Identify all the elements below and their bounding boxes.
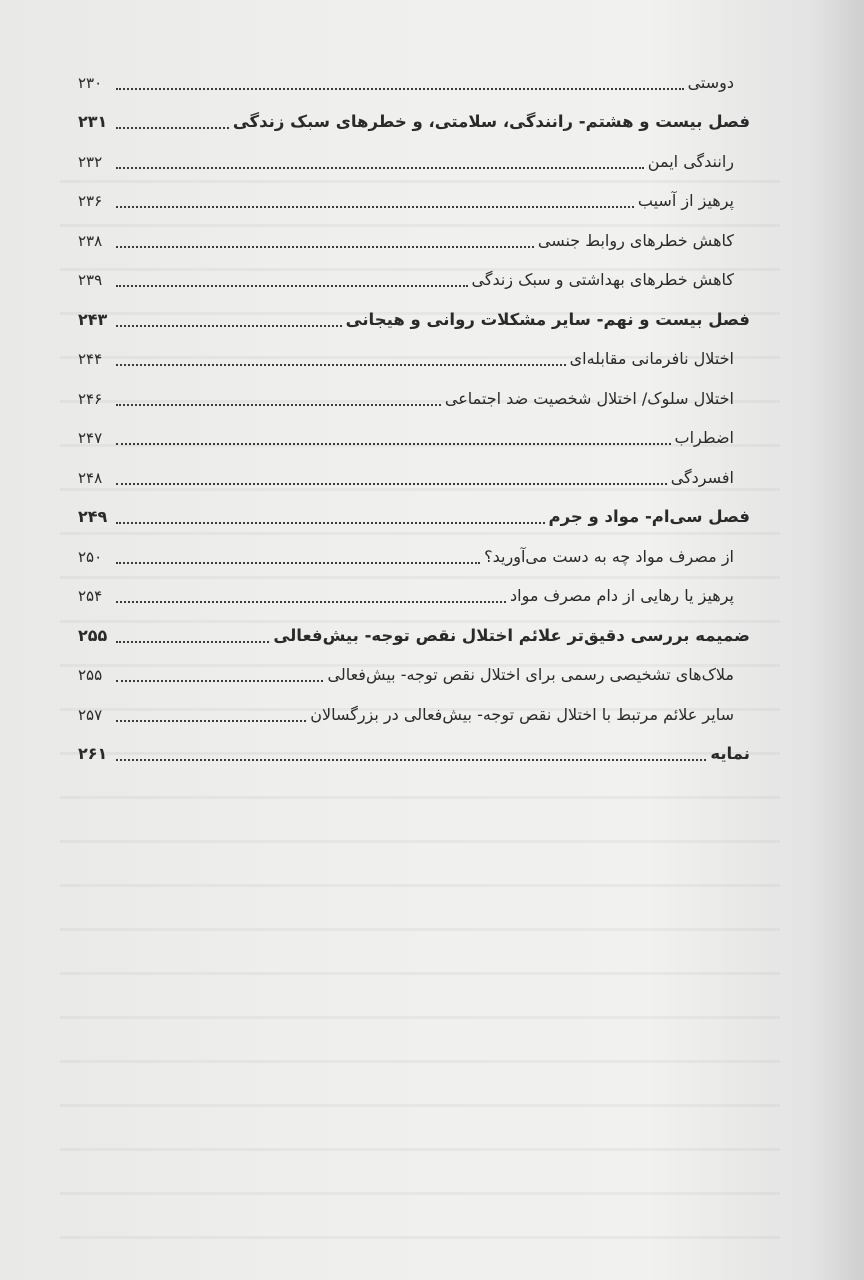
dot-leader: [116, 641, 269, 643]
dot-leader: [116, 522, 545, 524]
toc-section-entry: [78, 534, 750, 574]
toc-entry-title: اضطراب: [674, 428, 734, 447]
toc-section-entry: [78, 574, 750, 614]
toc-page-number: ۲۵۵: [78, 625, 108, 645]
toc-entry-title: نمایه: [710, 744, 750, 763]
toc-page-number: ۲۴۷: [78, 429, 103, 447]
toc-page-number: ۲۴۶: [78, 389, 103, 408]
dot-leader: [116, 364, 566, 366]
toc-page-number: ۲۶۱: [78, 744, 108, 763]
toc-page-number: ۲۵۵: [78, 666, 103, 684]
dot-leader: [116, 562, 480, 564]
toc-section-entry: [78, 258, 750, 298]
toc-section-entry: [78, 376, 750, 416]
toc-chapter-entry: [78, 732, 750, 772]
toc-page-number: ۲۳۲: [78, 152, 103, 171]
toc-entry-title: افسردگی: [670, 467, 734, 487]
toc-entry-title: فصل سی‌ام- مواد و جرم: [548, 507, 750, 526]
toc-section-entry: [78, 218, 750, 258]
toc-entry-title: فصل بیست و نهم- سایر مشکلات روانی و هیجانی: [345, 309, 750, 329]
toc-page-number: ۲۳۰: [78, 73, 103, 92]
toc-section-entry: [78, 337, 750, 377]
toc-entry-title: اختلال سلوک/ اختلال شخصیت ضد اجتماعی: [444, 388, 734, 408]
toc-section-entry: [78, 179, 750, 219]
toc-entry-title: ملاک‌های تشخیصی رسمی برای اختلال نقص توجه- بیش‌فعالی: [327, 665, 734, 684]
table-of-contents: [78, 60, 750, 771]
dot-leader: [116, 206, 634, 208]
toc-page-number: ۲۳۹: [78, 271, 103, 289]
toc-entry-title: اختلال نافرمانی مقابله‌ای: [569, 349, 734, 368]
dot-leader: [116, 720, 306, 722]
toc-page-number: ۲۵۴: [78, 587, 103, 605]
toc-page-number: ۲۴۴: [78, 350, 103, 368]
toc-page-number: ۲۴۸: [78, 468, 103, 487]
toc-section-entry: [78, 416, 750, 456]
toc-entry-title: پرهیز از آسیب: [637, 191, 734, 210]
toc-page-number: ۲۴۳: [78, 309, 108, 329]
toc-page-number: ۲۵۷: [78, 705, 103, 724]
toc-entry-title: دوستی: [687, 72, 734, 92]
dot-leader: [116, 325, 342, 327]
toc-entry-title: فصل بیست و هشتم- رانندگی، سلامتی، و خطرهای سبک زندگی: [232, 112, 750, 131]
toc-entry-title: از مصرف مواد چه به دست می‌آورید؟: [484, 546, 734, 566]
toc-chapter-entry: [78, 613, 750, 653]
toc-chapter-entry: [78, 495, 750, 535]
toc-page-number: ۲۴۹: [78, 507, 108, 526]
toc-page-number: ۲۵۰: [78, 547, 103, 566]
dot-leader: [116, 443, 671, 445]
dot-leader: [116, 167, 644, 169]
toc-section-entry: [78, 60, 750, 100]
dot-leader: [116, 88, 684, 90]
toc-page-number: ۲۳۸: [78, 231, 103, 250]
dot-leader: [116, 127, 229, 129]
toc-entry-title: کاهش خطرهای بهداشتی و سبک زندگی: [471, 270, 734, 289]
toc-page-number: ۲۳۶: [78, 192, 103, 210]
dot-leader: [116, 404, 441, 406]
toc-entry-title: پرهیز یا رهایی از دام مصرف مواد: [510, 586, 734, 605]
toc-entry-title: کاهش خطرهای روابط جنسی: [537, 230, 734, 250]
toc-section-entry: [78, 653, 750, 693]
toc-chapter-entry: [78, 297, 750, 337]
dot-leader: [116, 285, 468, 287]
dot-leader: [116, 483, 667, 485]
toc-entry-title: ضمیمه بررسی دقیق‌تر علائم اختلال نقص توجه- بیش‌فعالی: [273, 625, 750, 645]
toc-section-entry: [78, 139, 750, 179]
toc-page-number: ۲۳۱: [78, 112, 108, 131]
dot-leader: [116, 246, 534, 248]
toc-section-entry: [78, 455, 750, 495]
dot-leader: [116, 680, 323, 682]
toc-entry-title: رانندگی ایمن: [647, 151, 734, 171]
dot-leader: [116, 601, 506, 603]
toc-section-entry: [78, 692, 750, 732]
toc-entry-title: سایر علائم مرتبط با اختلال نقص توجه- بیش‌فعالی در بزرگسالان: [310, 704, 734, 724]
dot-leader: [116, 759, 706, 761]
toc-chapter-entry: [78, 100, 750, 140]
